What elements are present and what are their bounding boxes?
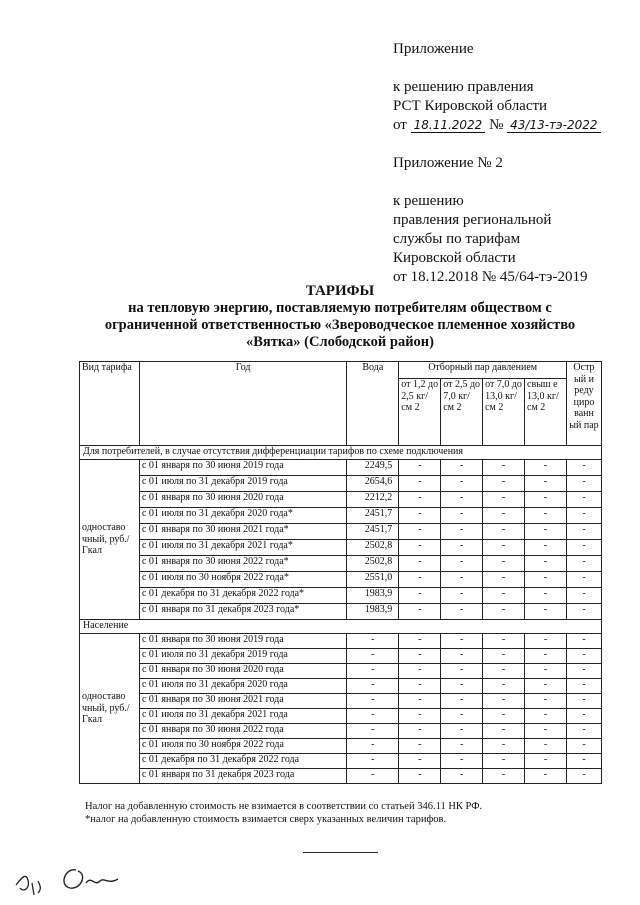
divider [303, 852, 378, 853]
water-cell: - [347, 754, 399, 769]
steam-3-cell: - [483, 709, 525, 724]
steam-2-cell: - [441, 664, 483, 679]
sharp-steam-cell: - [566, 709, 601, 724]
footnote-line: *налог на добавленную стоимость взимается сверх указанных величин тарифов. [85, 814, 447, 825]
water-cell: - [347, 709, 399, 724]
steam-2-cell: - [441, 634, 483, 649]
handwritten-number: 43/13-тэ-2022 [507, 119, 600, 133]
steam-1-cell: - [399, 492, 441, 508]
sharp-steam-cell: - [566, 524, 601, 540]
steam-3-cell: - [483, 724, 525, 739]
steam-3-cell: - [483, 664, 525, 679]
sharp-steam-cell: - [566, 460, 601, 476]
period-cell: с 01 июля по 31 декабря 2019 года [139, 649, 346, 664]
steam-2-cell: - [441, 724, 483, 739]
table-row [80, 679, 602, 694]
steam-4-cell: - [525, 709, 567, 724]
water-cell: 1983,9 [347, 604, 399, 620]
steam-4-cell: - [525, 588, 567, 604]
sharp-steam-cell: - [566, 679, 601, 694]
steam-3-cell: - [483, 540, 525, 556]
table-row [80, 492, 602, 508]
steam-1-cell: - [399, 524, 441, 540]
water-cell: 2451,7 [347, 524, 399, 540]
steam-2-cell: - [441, 588, 483, 604]
steam-1-cell: - [399, 604, 441, 620]
table-row [80, 540, 602, 556]
steam-3-cell: - [483, 556, 525, 572]
table-row [80, 634, 602, 649]
steam-2-cell: - [441, 604, 483, 620]
water-cell: 2249,5 [347, 460, 399, 476]
water-cell: - [347, 634, 399, 649]
water-cell: 2451,7 [347, 508, 399, 524]
title-line: ТАРИФЫ [305, 283, 375, 299]
table-row [80, 460, 602, 476]
handwritten-signature-icon [8, 855, 128, 900]
period-cell: с 01 января по 30 июня 2019 года [139, 460, 346, 476]
steam-4-cell: - [525, 604, 567, 620]
water-cell: - [347, 679, 399, 694]
sharp-steam-cell: - [566, 724, 601, 739]
steam-1-cell: - [399, 649, 441, 664]
steam-3-cell: - [483, 634, 525, 649]
steam-3-cell: - [483, 524, 525, 540]
steam-4-cell: - [525, 572, 567, 588]
sharp-steam-cell: - [566, 604, 601, 620]
table-row [80, 524, 602, 540]
sharp-steam-cell: - [566, 769, 601, 784]
table-row [80, 769, 602, 784]
water-cell: 2502,8 [347, 556, 399, 572]
steam-4-cell: - [525, 492, 567, 508]
steam-3-cell: - [483, 604, 525, 620]
section-population: Население [80, 620, 602, 634]
header-line: службы по тарифам [393, 231, 521, 247]
water-cell: - [347, 724, 399, 739]
table-row [80, 476, 602, 492]
steam-2-cell: - [441, 540, 483, 556]
sharp-steam-cell: - [566, 476, 601, 492]
table-row [80, 508, 602, 524]
header-steam: Отборный пар давлением [399, 362, 567, 379]
header-pressure-2: от 2,5 до 7,0 кг/см 2 [441, 379, 483, 446]
steam-4-cell: - [525, 679, 567, 694]
period-cell: с 01 июля по 30 ноября 2022 года* [139, 572, 346, 588]
header-water: Вода [347, 362, 399, 446]
table-row [80, 664, 602, 679]
table-row [80, 709, 602, 724]
steam-2-cell: - [441, 572, 483, 588]
appendix-header [393, 40, 601, 287]
steam-2-cell: - [441, 492, 483, 508]
sharp-steam-cell: - [566, 754, 601, 769]
steam-3-cell: - [483, 476, 525, 492]
header-pressure-4: свыш е 13,0 кг/см 2 [525, 379, 567, 446]
header-pressure-3: от 7,0 до 13,0 кг/см 2 [483, 379, 525, 446]
steam-1-cell: - [399, 739, 441, 754]
steam-2-cell: - [441, 754, 483, 769]
tariff-type-cell: одноставо чный, руб./Гкал [80, 634, 140, 784]
steam-4-cell: - [525, 739, 567, 754]
steam-4-cell: - [525, 769, 567, 784]
header-decision-ref: от 18.11.2022 № 43/13-тэ-2022 [393, 116, 601, 135]
water-cell: 2654,6 [347, 476, 399, 492]
table-row [80, 604, 602, 620]
steam-3-cell: - [483, 754, 525, 769]
steam-4-cell: - [525, 556, 567, 572]
steam-3-cell: - [483, 649, 525, 664]
sharp-steam-cell: - [566, 540, 601, 556]
period-cell: с 01 января по 30 июня 2021 года* [139, 524, 346, 540]
tariff-type-cell: одноставо чный, руб./Гкал [80, 460, 140, 620]
steam-1-cell: - [399, 694, 441, 709]
steam-2-cell: - [441, 476, 483, 492]
steam-3-cell: - [483, 588, 525, 604]
steam-4-cell: - [525, 694, 567, 709]
header-line: к решению правления [393, 79, 534, 95]
steam-4-cell: - [525, 524, 567, 540]
period-cell: с 01 декабря по 31 декабря 2022 года* [139, 588, 346, 604]
period-cell: с 01 июля по 31 декабря 2019 года [139, 476, 346, 492]
water-cell: - [347, 694, 399, 709]
sharp-steam-cell: - [566, 572, 601, 588]
steam-4-cell: - [525, 724, 567, 739]
table-row [80, 649, 602, 664]
water-cell: - [347, 664, 399, 679]
water-cell: - [347, 649, 399, 664]
steam-4-cell: - [525, 508, 567, 524]
steam-1-cell: - [399, 460, 441, 476]
document-title [60, 283, 620, 351]
steam-3-cell: - [483, 508, 525, 524]
period-cell: с 01 июля по 31 декабря 2020 года [139, 679, 346, 694]
steam-4-cell: - [525, 634, 567, 649]
sharp-steam-cell: - [566, 739, 601, 754]
header-tariff-type: Вид тарифа [80, 362, 140, 446]
steam-4-cell: - [525, 754, 567, 769]
steam-1-cell: - [399, 556, 441, 572]
header-pressure-1: от 1,2 до 2,5 кг/см 2 [399, 379, 441, 446]
steam-2-cell: - [441, 460, 483, 476]
title-line: «Вятка» (Слободской район) [246, 334, 434, 350]
water-cell: - [347, 739, 399, 754]
header-line: правления региональной [393, 212, 552, 228]
period-cell: с 01 января по 31 декабря 2023 года* [139, 604, 346, 620]
steam-2-cell: - [441, 508, 483, 524]
period-cell: с 01 января по 30 июня 2022 года* [139, 556, 346, 572]
sharp-steam-cell: - [566, 634, 601, 649]
table-row [80, 572, 602, 588]
water-cell: 2551,0 [347, 572, 399, 588]
table-row [80, 739, 602, 754]
steam-1-cell: - [399, 540, 441, 556]
steam-1-cell: - [399, 724, 441, 739]
steam-2-cell: - [441, 709, 483, 724]
steam-4-cell: - [525, 476, 567, 492]
steam-2-cell: - [441, 524, 483, 540]
header-line: к решению [393, 193, 464, 209]
section-general: Для потребителей, в случае отсутствия дифференциации тарифов по схеме подключения [80, 446, 602, 460]
footnotes [85, 800, 482, 826]
steam-1-cell: - [399, 769, 441, 784]
steam-4-cell: - [525, 460, 567, 476]
steam-3-cell: - [483, 492, 525, 508]
steam-2-cell: - [441, 769, 483, 784]
sharp-steam-cell: - [566, 492, 601, 508]
period-cell: с 01 января по 31 декабря 2023 года [139, 769, 346, 784]
tariff-table [79, 361, 602, 784]
sharp-steam-cell: - [566, 556, 601, 572]
sharp-steam-cell: - [566, 649, 601, 664]
steam-2-cell: - [441, 556, 483, 572]
steam-2-cell: - [441, 739, 483, 754]
steam-3-cell: - [483, 769, 525, 784]
header-line: Приложение № 2 [393, 155, 503, 171]
steam-3-cell: - [483, 572, 525, 588]
steam-1-cell: - [399, 754, 441, 769]
steam-2-cell: - [441, 679, 483, 694]
steam-4-cell: - [525, 664, 567, 679]
steam-2-cell: - [441, 694, 483, 709]
steam-3-cell: - [483, 739, 525, 754]
header-line: РСТ Кировской области [393, 98, 548, 114]
table-row [80, 724, 602, 739]
water-cell: 2212,2 [347, 492, 399, 508]
steam-1-cell: - [399, 679, 441, 694]
table-row [80, 694, 602, 709]
period-cell: с 01 июля по 31 декабря 2020 года* [139, 508, 346, 524]
period-cell: с 01 декабря по 31 декабря 2022 года [139, 754, 346, 769]
period-cell: с 01 января по 30 июня 2020 года [139, 664, 346, 679]
water-cell: 2502,8 [347, 540, 399, 556]
period-cell: с 01 января по 30 июня 2020 года [139, 492, 346, 508]
steam-1-cell: - [399, 664, 441, 679]
period-cell: с 01 июля по 30 ноября 2022 года [139, 739, 346, 754]
handwritten-date: 18.11.2022 [411, 119, 486, 133]
title-line: на тепловую энергию, поставляемую потребителям обществом с [128, 300, 552, 316]
period-cell: с 01 июля по 31 декабря 2021 года* [139, 540, 346, 556]
steam-3-cell: - [483, 679, 525, 694]
footnote-line: Налог на добавленную стоимость не взимается в соответствии со статьей 346.11 НК РФ. [85, 801, 483, 812]
table-row [80, 556, 602, 572]
period-cell: с 01 января по 30 июня 2021 года [139, 694, 346, 709]
sharp-steam-cell: - [566, 588, 601, 604]
steam-1-cell: - [399, 634, 441, 649]
header-line: Приложение [393, 41, 474, 57]
water-cell: 1983,9 [347, 588, 399, 604]
period-cell: с 01 января по 30 июня 2022 года [139, 724, 346, 739]
header-line: Кировской области [393, 250, 516, 266]
steam-4-cell: - [525, 649, 567, 664]
period-cell: с 01 января по 30 июня 2019 года [139, 634, 346, 649]
header-sharp-steam: Остр ый и реду циро ванн ый пар [566, 362, 601, 446]
steam-1-cell: - [399, 588, 441, 604]
sharp-steam-cell: - [566, 664, 601, 679]
steam-3-cell: - [483, 460, 525, 476]
sharp-steam-cell: - [566, 508, 601, 524]
steam-4-cell: - [525, 540, 567, 556]
steam-1-cell: - [399, 709, 441, 724]
steam-1-cell: - [399, 476, 441, 492]
steam-1-cell: - [399, 508, 441, 524]
table-row [80, 754, 602, 769]
steam-2-cell: - [441, 649, 483, 664]
header-line: от 18.12.2018 № 45/64-тэ-2019 [393, 269, 588, 285]
title-line: ограниченной ответственностью «Звероводческое племенное хозяйство [104, 317, 576, 333]
period-cell: с 01 июля по 31 декабря 2021 года [139, 709, 346, 724]
steam-3-cell: - [483, 694, 525, 709]
table-row [80, 588, 602, 604]
sharp-steam-cell: - [566, 694, 601, 709]
steam-1-cell: - [399, 572, 441, 588]
water-cell: - [347, 769, 399, 784]
header-year: Год [139, 362, 346, 446]
